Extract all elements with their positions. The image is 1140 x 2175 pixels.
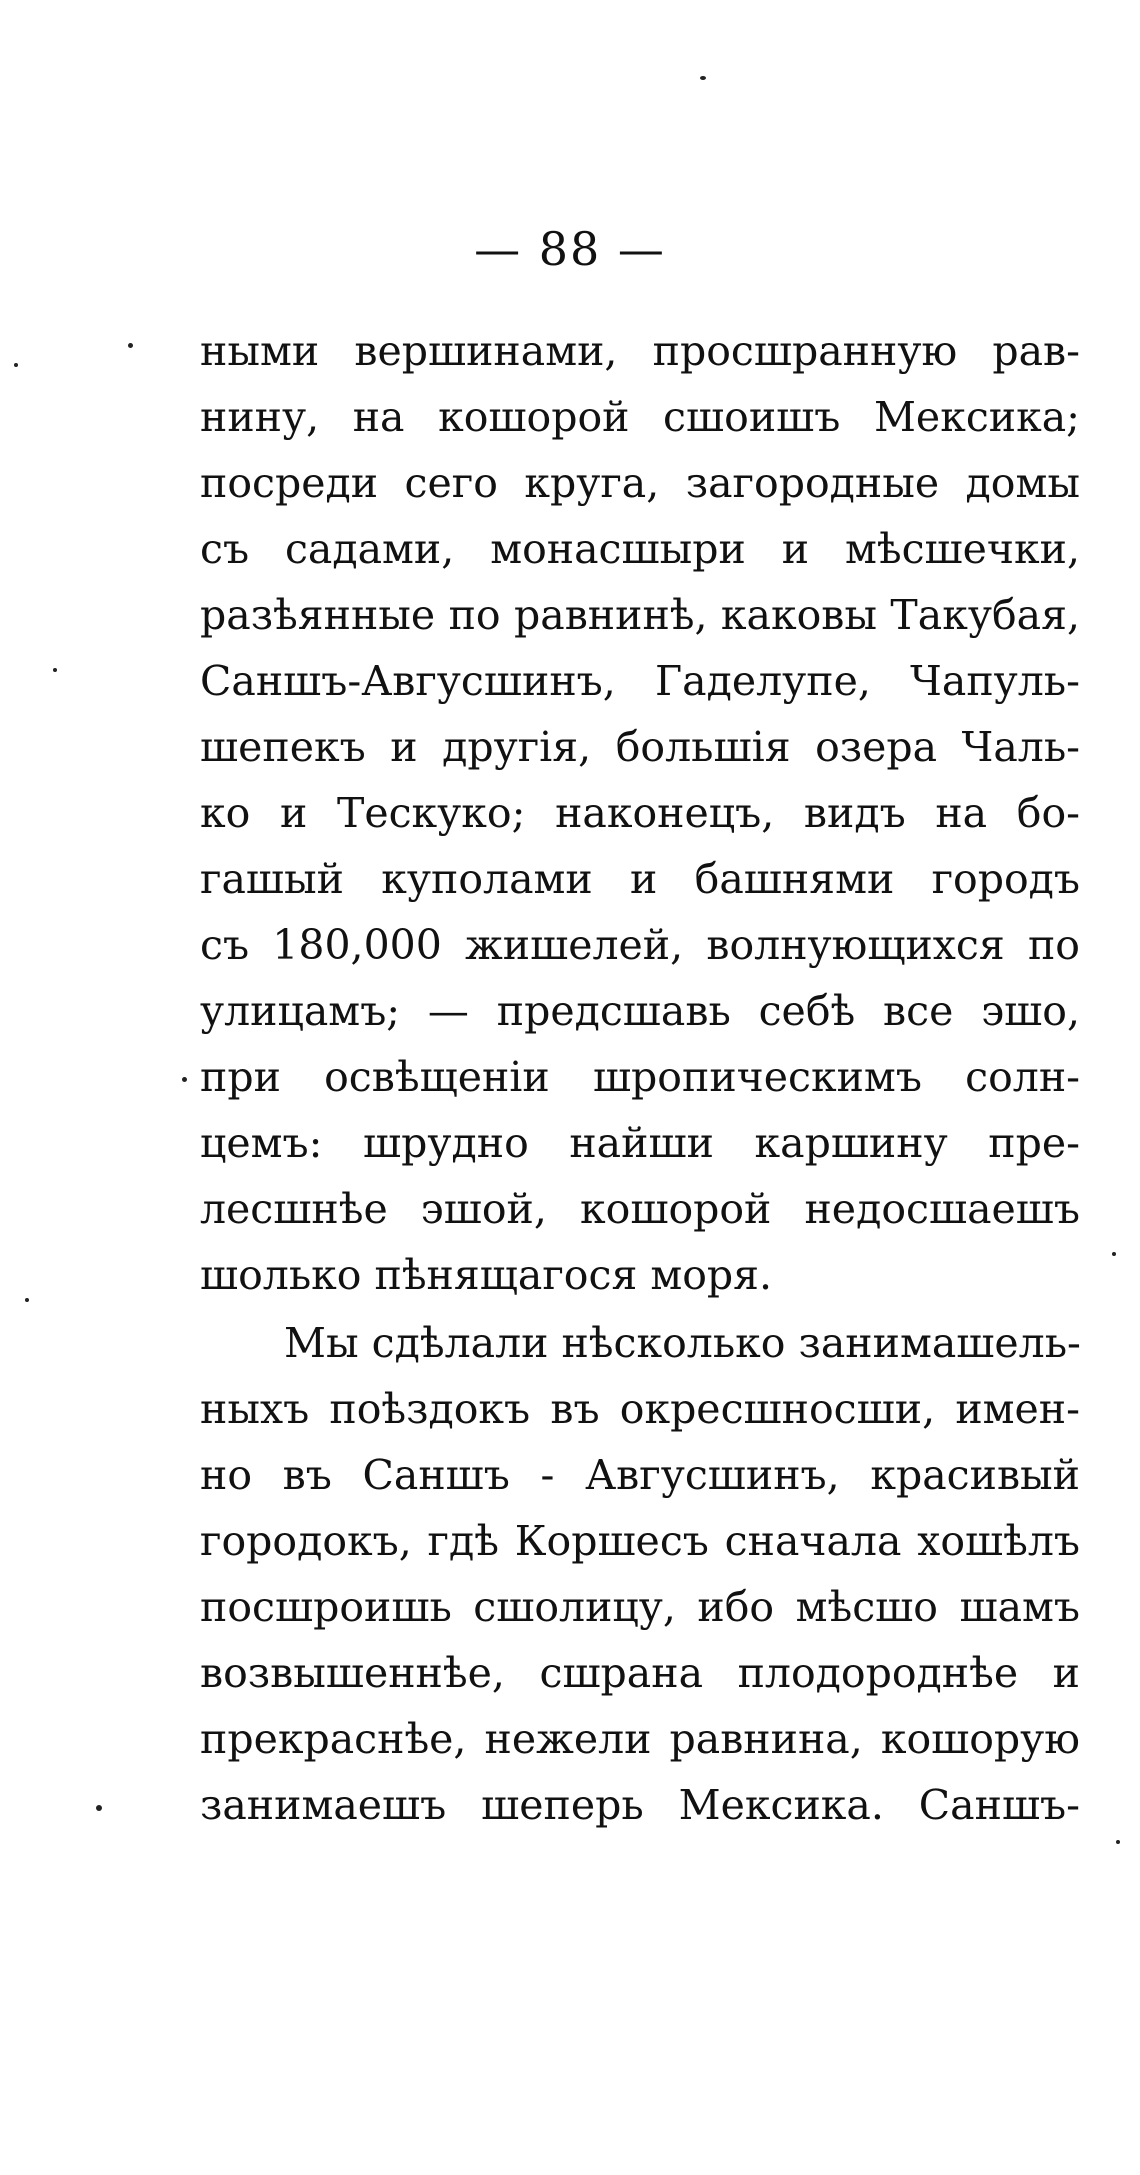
print-speck	[1112, 1252, 1116, 1256]
page-number: — 88 —	[474, 222, 666, 276]
text-line: городокъ, гдѣ Коршесъ сначала хошѣлъ	[200, 1517, 1080, 1565]
text-line: нину, на кошорой сшоишъ Мексика;	[200, 393, 1080, 441]
print-speck	[182, 1077, 187, 1082]
text-line: съ 180,000 жишелей, волнующихся по	[200, 921, 1080, 969]
paragraph-2	[200, 1310, 1080, 1838]
print-speck	[25, 1298, 29, 1302]
text-line: посреди сего круга, загородные домы	[200, 459, 1080, 507]
text-line: но въ Саншъ - Авгусшинъ, красивый	[200, 1451, 1080, 1499]
text-line: занимаешъ шеперь Мексика. Саншъ-	[200, 1781, 1080, 1829]
text-line: посшроишь сшолицу, ибо мѣсшо шамъ	[200, 1583, 1080, 1631]
text-line: шепекъ и другія, большія озера Чаль-	[200, 723, 1080, 771]
print-speck	[96, 1805, 102, 1811]
text-line: Мы сдѣлали нѣсколько занимашель-	[284, 1319, 1081, 1367]
text-line: улицамъ; — предсшавь себѣ все эшо,	[200, 987, 1080, 1035]
text-line: цемъ: шрудно найши каршину пре-	[200, 1119, 1080, 1167]
print-speck	[1116, 1840, 1120, 1844]
text-line: ныхъ поѣздокъ въ окресшносши, имен-	[200, 1385, 1080, 1433]
text-line: съ садами, монасшыри и мѣсшечки,	[200, 525, 1080, 573]
text-line: ными вершинами, просшранную рав-	[200, 327, 1080, 375]
text-line: шолько пѣнящагося моря.	[200, 1251, 773, 1299]
print-speck	[14, 363, 18, 367]
print-speck	[128, 343, 133, 348]
text-line: лесшнѣе эшой, кошорой недосшаешъ	[200, 1185, 1080, 1233]
text-line: ко и Тескуко; наконецъ, видъ на бо-	[200, 789, 1080, 837]
text-line: гашый куполами и башнями городъ	[200, 855, 1080, 903]
text-line: прекраснѣе, нежели равнина, кошорую	[200, 1715, 1080, 1763]
paragraph-1	[200, 318, 1080, 1308]
text-line: Саншъ-Авгусшинъ, Гаделупе, Чапуль-	[200, 657, 1080, 705]
text-line: возвышеннѣе, сшрана плодороднѣе и	[200, 1649, 1080, 1697]
text-line: разѣянные по равнинѣ, каковы Такубая,	[200, 591, 1080, 639]
print-speck	[53, 668, 57, 672]
print-speck	[700, 76, 706, 80]
text-line: при освѣщеніи шропическимъ солн-	[200, 1053, 1080, 1101]
